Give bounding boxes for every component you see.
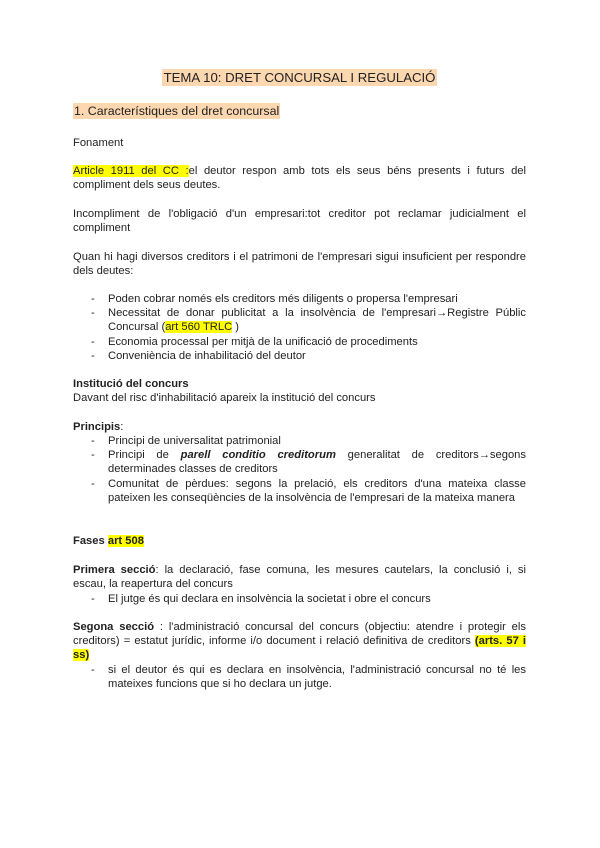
principis-heading: Principis:	[73, 421, 124, 433]
primera-seccio-list	[73, 592, 526, 606]
section-heading: 1. Característiques del dret concursal	[74, 104, 280, 118]
segona-seccio-paragraph: Segona secció : l'administració concursal del concurs (objectiu: atendre i protegir els creditors) = estatut jurídic, informe i/o document i relació definitiva de creditors (arts. 57 i ss)	[73, 621, 526, 662]
fonament-heading: Fonament	[73, 137, 124, 149]
article-1911-highlight: Article 1911 del CC :	[73, 165, 189, 177]
article-1911-paragraph: Article 1911 del CC :el deutor respon amb tots els seus béns presents i futurs del compliment dels seus deutes.	[73, 165, 526, 192]
arts-57-highlight: (arts. 57 i ss)	[73, 635, 526, 662]
segona-seccio-list	[73, 663, 526, 691]
list-item: - Conveniència de inhabilitació del deutor	[73, 349, 526, 363]
primera-seccio-paragraph: Primera secció: la declaració, fase comuna, les mesures cautelars, la conclusió i, si escau, la reapertura del concurs	[73, 564, 526, 591]
list-item: - Necessitat de donar publicitat a la insolvència de l'empresari→Registre Públic Concursal (art 560 TRLC )	[73, 306, 526, 334]
list-item: - Comunitat de pèrdues: segons la prelació, els creditors d'una mateixa classe pateixen les conseqüències de la insolvència de l'empresari de la mateixa manera	[73, 477, 526, 505]
list-item: - Principi de parell conditio creditorum generalitat de creditors→segons determinades classes de creditors	[73, 448, 526, 476]
fonament-list	[73, 292, 526, 363]
list-item: - Principi de universalitat patrimonial	[73, 434, 526, 448]
institucio-heading: Institució del concurs	[73, 378, 189, 390]
list-item: - Economia processal per mitjà de la unificació de procediments	[73, 335, 526, 349]
art-560-highlight: art 560 TRLC	[165, 321, 233, 334]
institucio-text: Davant del risc d'inhabilitació apareix la institució del concurs	[73, 392, 376, 404]
fases-heading: Fases art 508	[73, 535, 144, 547]
list-item: - El jutge és qui declara en insolvència la societat i obre el concurs	[73, 592, 526, 606]
list-item: - si el deutor és qui es declara en insolvència, l'administració concursal no té les mateixes funcions que si ho declara un jutge.	[73, 663, 526, 691]
art-508-highlight: art 508	[107, 535, 144, 547]
page-title: TEMA 10: DRET CONCURSAL I REGULACIÓ	[163, 70, 436, 85]
list-item: - Poden cobrar només els creditors més diligents o propersa l'empresari	[73, 292, 526, 306]
principis-list	[73, 434, 526, 505]
diversos-paragraph: Quan hi hagi diversos creditors i el patrimoni de l'empresari sigui insuficient per respondre dels deutes:	[73, 251, 526, 278]
incompliment-paragraph: Incompliment de l'obligació d'un empresari:tot creditor pot reclamar judicialment el compliment	[73, 208, 526, 235]
